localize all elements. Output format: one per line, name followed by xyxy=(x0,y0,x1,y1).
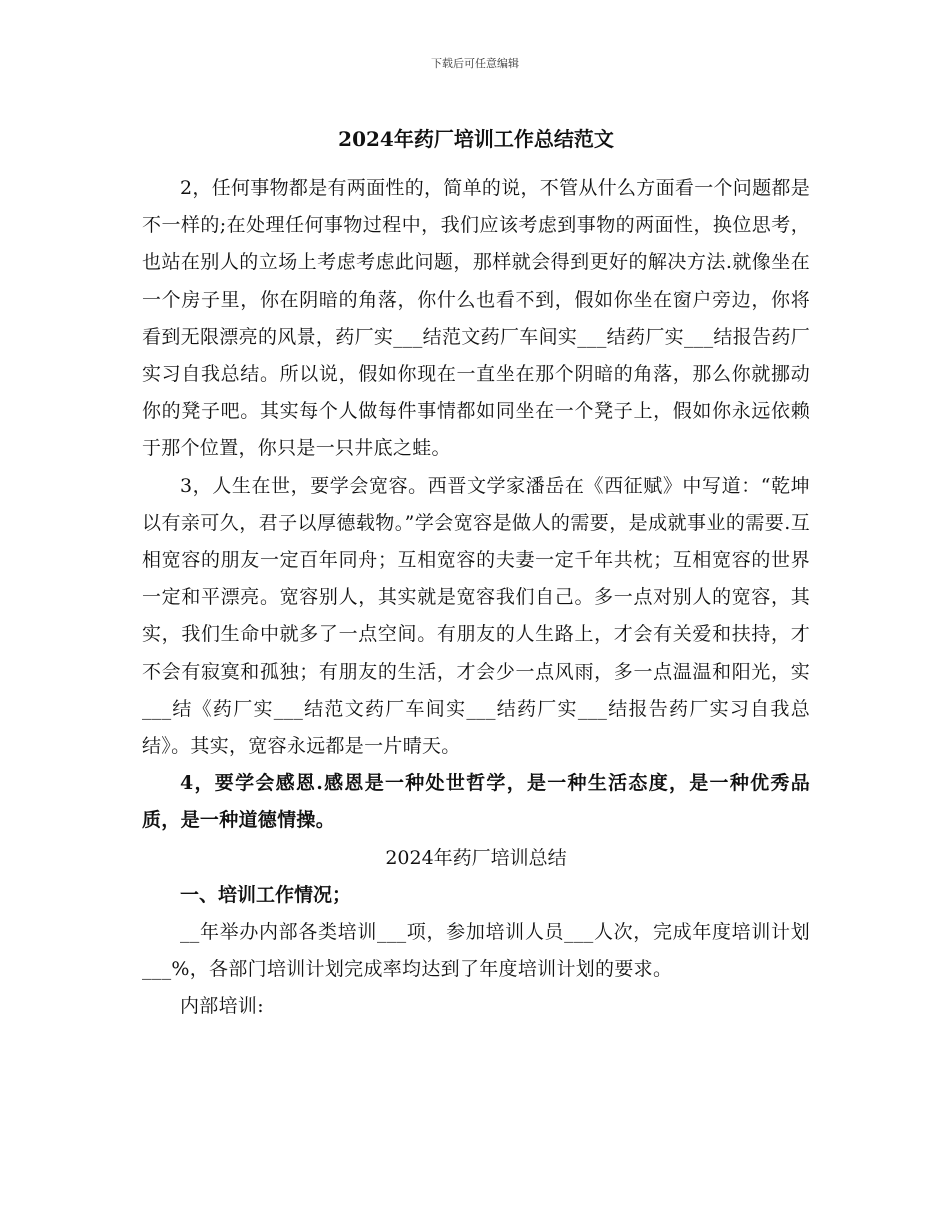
document-title: 2024年药厂培训工作总结范文 xyxy=(338,127,614,151)
paragraph-point-2: 2，任何事物都是有两面性的，简单的说，不管从什么方面看一个问题都是不一样的;在处理任何事物过程中，我们应该考虑到事物的两面性，换位思考，也站在别人的立场上考虑考虑此问题，那样就会得到更好的解决方法.就像坐在一个房子里，你在阴暗的角落，你什么也看不到，假如你坐在窗户旁边，你将看到无限漂亮的风景，药厂实___结范文药厂车间实___结药厂实___结报告药厂实习自我总结。所以说，假如你现在一直坐在那个阴暗的角落，那么你就挪动你的凳子吧。其实每个人做每件事情都如同坐在一个凳子上，假如你永远依赖于那个位置，你只是一只井底之蛙。 xyxy=(142,177,810,460)
section-paragraph: __年举办内部各类培训___项，参加培训人员___人次，完成年度培训计划___%，各部门培训计划完成率均达到了年度培训计划的要求。 xyxy=(142,921,810,981)
internal-training-label: 内部培训: xyxy=(180,995,264,1018)
section-heading: 一、培训工作情况； xyxy=(180,883,352,906)
section-title: 2024年药厂培训总结 xyxy=(385,846,567,869)
paragraph-point-3: 3，人生在世，要学会宽容。西晋文学家潘岳在《西征赋》中写道：“乾坤以有亲可久，君子以厚德载物。”学会宽容是做人的需要，是成就事业的需要.互相宽容的朋友一定百年同舟；互相宽容的夫妻一定千年共枕；互相宽容的世界一定和平漂亮。宽容别人，其实就是宽容我们自己。多一点对别人的宽容，其实，我们生命中就多了一点空间。有朋友的人生路上，才会有关爱和扶持，才不会有寂寞和孤独；有朋友的生活，才会少一点风雨，多一点温温和阳光，实___结《药厂实___结范文药厂车间实___结药厂实___结报告药厂实习自我总结》。其实，宽容永远都是一片晴天。 xyxy=(142,474,810,758)
header-note: 下载后可任意编辑 xyxy=(431,57,519,70)
paragraph-point-4: 4，要学会感恩.感恩是一种处世哲学，是一种生活态度，是一种优秀品质，是一种道德情操。 xyxy=(142,772,810,832)
document-body xyxy=(142,122,810,1026)
